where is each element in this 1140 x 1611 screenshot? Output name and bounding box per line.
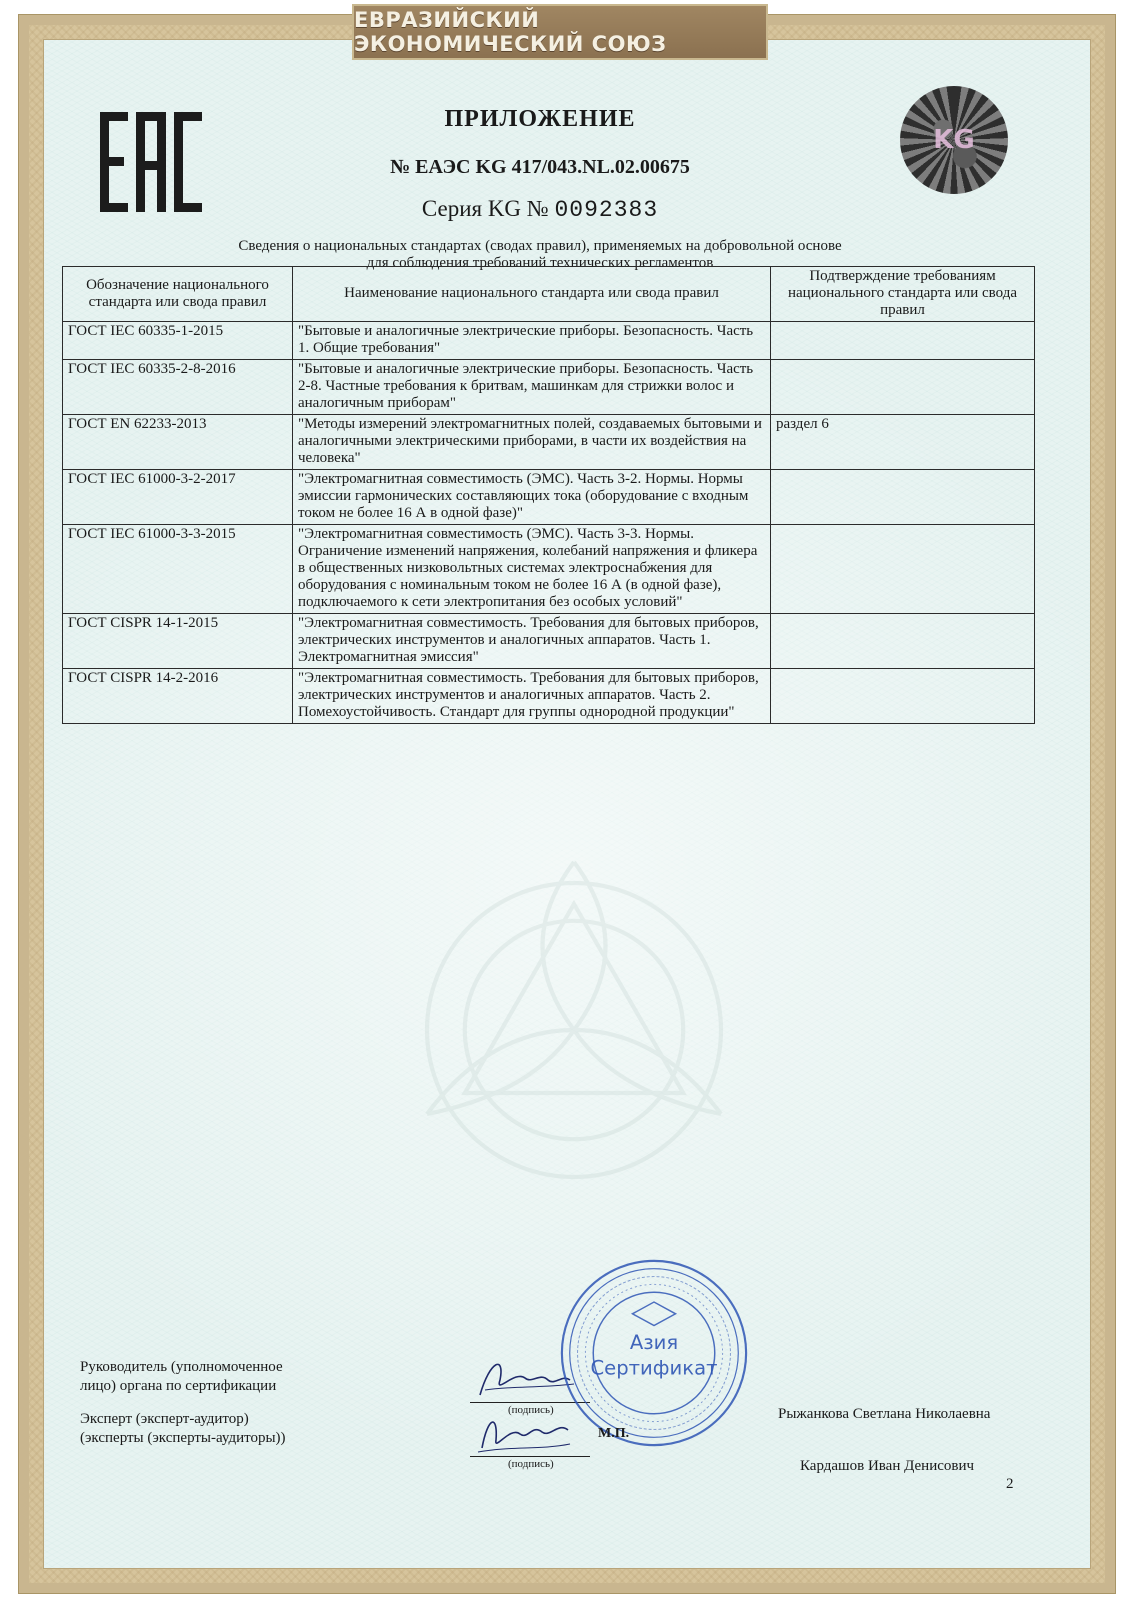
eac-logo: [96, 106, 206, 218]
table-row: [63, 614, 1035, 669]
intro-line-2: для соблюдения требований технических регламентов: [366, 255, 714, 271]
standard-name: "Электромагнитная совместимость. Требования для бытовых приборов, электрических инструментов и аналогичных аппаратов. Часть 2. Помехоустойчивость. Стандарт для группы однородной продукции": [293, 669, 771, 724]
standard-name: "Бытовые и аналогичные электрические приборы. Безопасность. Часть 1. Общие требования": [293, 322, 771, 360]
standard-code: ГОСТ IEC 60335-1-2015: [63, 322, 293, 360]
standard-code: ГОСТ IEC 61000-3-3-2015: [63, 525, 293, 614]
standard-confirm: [771, 322, 1035, 360]
eaeu-ribbon: ЕВРАЗИЙСКИЙ ЭКОНОМИЧЕСКИЙ СОЮЗ: [352, 4, 768, 60]
table-row: [63, 322, 1035, 360]
standard-code: ГОСТ IEC 61000-3-2-2017: [63, 470, 293, 525]
stamp-place-label: М.П.: [598, 1426, 630, 1441]
head-label-line-2: лицо) органа по сертификации: [80, 1378, 277, 1394]
expert-label-line-2: (эксперты (эксперты-аудиторы)): [80, 1430, 286, 1446]
table-row: [63, 470, 1035, 525]
header-code: Обозначение национального стандарта или свода правил: [63, 267, 293, 322]
standard-confirm: [771, 614, 1035, 669]
expert-label: [80, 1410, 286, 1448]
header-name: Наименование национального стандарта или свода правил: [293, 267, 771, 322]
standard-name: "Электромагнитная совместимость. Требования для бытовых приборов, электрических инструментов и аналогичных аппаратов. Часть 1. Электромагнитная эмиссия": [293, 614, 771, 669]
standard-confirm: [771, 360, 1035, 415]
certificate-number: № ЕАЭС KG 417/043.NL.02.00675: [390, 156, 690, 178]
watermark-emblem: [364, 820, 784, 1240]
signature-labels: [80, 1358, 286, 1462]
standard-confirm: [771, 669, 1035, 724]
standard-confirm: [771, 470, 1035, 525]
series-line: [300, 196, 780, 223]
hologram-text: KG: [933, 125, 975, 155]
standard-code: ГОСТ IEC 60335-2-8-2016: [63, 360, 293, 415]
head-signature-caption: (подпись): [508, 1404, 554, 1416]
table-row: [63, 669, 1035, 724]
standard-name: "Бытовые и аналогичные электрические приборы. Безопасность. Часть 2-8. Частные требования к бритвам, машинкам для стрижки волос и аналогичным приборам": [293, 360, 771, 415]
table-row: [63, 360, 1035, 415]
standard-confirm: раздел 6: [771, 415, 1035, 470]
intro-line-1: Сведения о национальных стандартах (сводах правил), применяемых на добровольной основе: [238, 238, 842, 254]
document-title: ПРИЛОЖЕНИЕ: [444, 106, 636, 132]
standard-code: ГОСТ EN 62233-2013: [63, 415, 293, 470]
series-prefix: Серия KG №: [421, 196, 549, 221]
stamp-line-1: Азия: [629, 1331, 679, 1355]
expert-name: Кардашов Иван Денисович: [800, 1458, 975, 1474]
head-name: Рыжанкова Светлана Николаевна: [778, 1406, 991, 1422]
series-number: 0092383: [554, 197, 659, 223]
standards-table: [62, 266, 1035, 724]
head-label-line-1: Руководитель (уполномоченное: [80, 1359, 283, 1375]
stamp-line-2: Сертификат: [590, 1356, 718, 1380]
page-number: 2: [1006, 1476, 1014, 1492]
expert-signature-caption: (подпись): [508, 1458, 554, 1470]
standard-name: "Электромагнитная совместимость (ЭМС). Часть 3-3. Нормы. Ограничение изменений напряжения, колебаний напряжения и фликера в общественных низковольтных системах электроснабжения для оборудования с номинальным током не более 16 А (в одной фазе), подключаемого к сети электропитания без особых условий": [293, 525, 771, 614]
table-header-row: [63, 267, 1035, 322]
standard-code: ГОСТ CISPR 14-2-2016: [63, 669, 293, 724]
header-confirm: Подтверждение требованиям национального стандарта или свода правил: [771, 267, 1035, 322]
standard-name: "Методы измерений электромагнитных полей, создаваемых бытовыми и аналогичными электрическими приборами, в части их воздействия на человека": [293, 415, 771, 470]
table-row: [63, 525, 1035, 614]
standard-confirm: [771, 525, 1035, 614]
table-row: [63, 415, 1035, 470]
standard-name: "Электромагнитная совместимость (ЭМС). Часть 3-2. Нормы. Нормы эмиссии гармонических составляющих тока (оборудование с входным током не более 16 А в одной фазе)": [293, 470, 771, 525]
hologram-seal: [900, 86, 1008, 194]
head-label: [80, 1358, 286, 1396]
official-stamp: [556, 1255, 752, 1451]
standard-code: ГОСТ CISPR 14-1-2015: [63, 614, 293, 669]
expert-label-line-1: Эксперт (эксперт-аудитор): [80, 1411, 249, 1427]
